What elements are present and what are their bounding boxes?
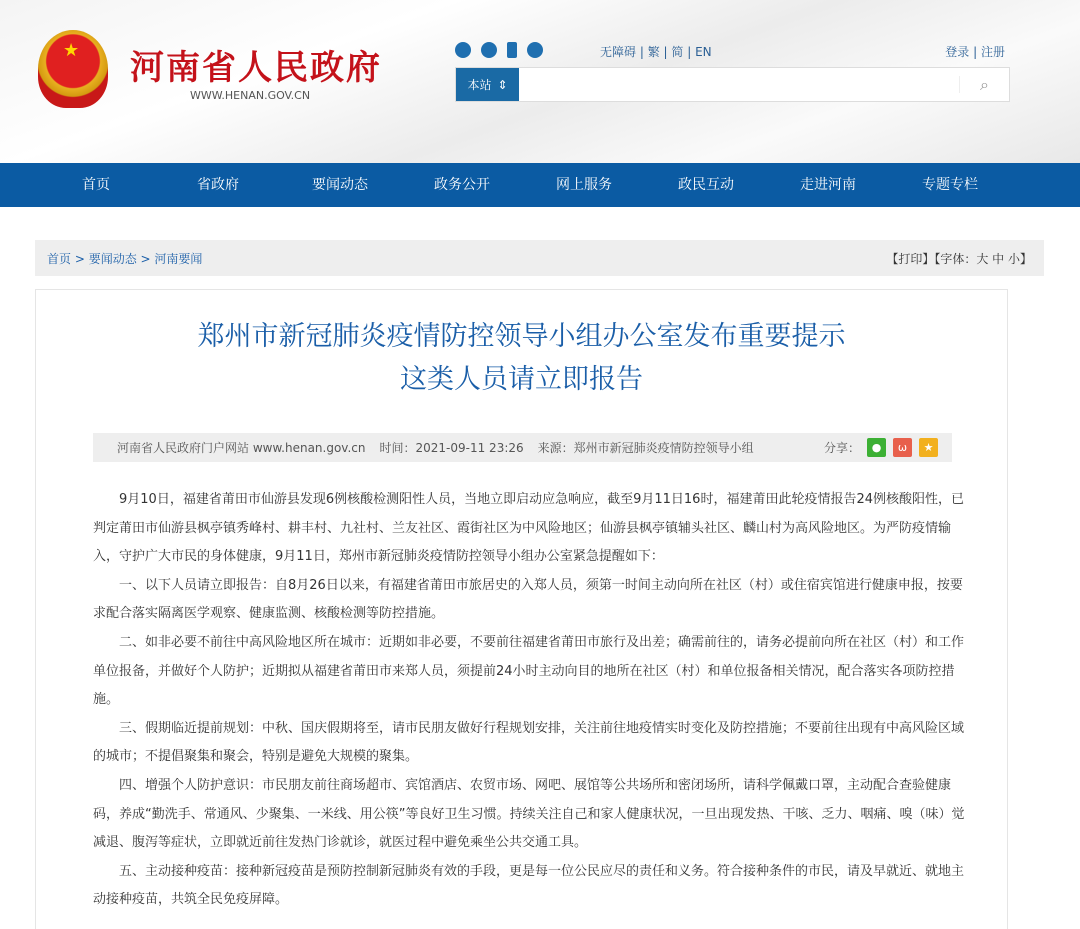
- paragraph: 五、主动接种疫苗：接种新冠疫苗是预防控制新冠肺炎有效的手段，更是每一位公民应尽的责任和义务。符合接种条件的市民，请及早就近、就地主动接种疫苗，共筑全民免疫屏障。: [93, 863, 965, 908]
- nav-about-henan[interactable]: 走进河南: [800, 177, 856, 193]
- weibo-share-icon[interactable]: ω: [893, 438, 912, 457]
- nav-government[interactable]: 省政府: [197, 177, 239, 193]
- audio-icon[interactable]: [527, 42, 543, 58]
- share-label: 分享：: [823, 441, 860, 455]
- meta-time: 时间：2021-09-11 23:26: [379, 441, 524, 455]
- updown-icon: ⇕: [497, 77, 508, 92]
- register-link[interactable]: 注册: [980, 45, 1005, 59]
- article: [35, 289, 1008, 929]
- breadcrumb-home[interactable]: 首页: [47, 251, 72, 266]
- social-icons: [455, 42, 543, 58]
- nav-home[interactable]: 首页: [82, 177, 110, 193]
- article-meta: [93, 433, 952, 462]
- english-link[interactable]: EN: [695, 45, 712, 59]
- paragraph: 三、假期临近提前规划：中秋、国庆假期将至，请市民朋友做好行程规划安排，关注前往地疫情实时变化及防控措施；不要前往出现有中高风险区域的城市；不提倡聚集和聚会，特别是避免大规模的聚集。: [93, 720, 965, 765]
- site-url: WWW.HENAN.GOV.CN: [190, 89, 311, 102]
- nav-public-affairs[interactable]: 政务公开: [434, 177, 490, 193]
- wechat-icon[interactable]: [455, 42, 471, 58]
- favorite-star-icon[interactable]: ★: [919, 438, 938, 457]
- search-icon: ⌕: [980, 74, 989, 94]
- search-bar: [455, 67, 1010, 102]
- paragraph: 一、以下人员请立即报告：自8月26日以来，有福建省莆田市旅居史的入郑人员，须第一时间主动向所在社区（村）或住宿宾馆进行健康申报，按要求配合落实隔离医学观察、健康监测、核酸检测等防控措施。: [93, 577, 963, 622]
- meta-source: 来源：郑州市新冠肺炎疫情防控领导小组: [537, 441, 754, 455]
- weibo-icon[interactable]: [481, 42, 497, 58]
- paragraph: 四、增强个人防护意识：市民朋友前往商场超市、宾馆酒店、农贸市场、网吧、展馆等公共场所和密闭场所，请科学佩戴口罩，主动配合查验健康码，养成“勤洗手、常通风、少聚集、一米线、用公筷”等良好卫生习惯。持续关注自己和家人健康状况，一旦出现发热、干咳、乏力、咽痛、嗅（味）觉减退、腹泻等症状，立即就近前往发热门诊就诊，就医过程中避免乘坐公共交通工具。: [93, 777, 965, 851]
- paragraph: 9月10日，福建省莆田市仙游县发现6例核酸检测阳性人员，当地立即启动应急响应，截至9月11日16时，福建莆田此轮疫情报告24例核酸阳性，已判定莆田市仙游县枫亭镇秀峰村、耕丰村、九社村、兰友社区、霞街社区为中风险地区；仙游县枫亭镇辅头社区、麟山村为高风险地区。为严防疫情输入，守护广大市民的身体健康，9月11日，郑州市新冠肺炎疫情防控领导小组办公室紧急提醒如下：: [93, 492, 964, 565]
- search-button[interactable]: [959, 76, 1009, 93]
- national-emblem-logo: ★: [38, 30, 108, 108]
- nav-news[interactable]: 要闻动态: [312, 177, 368, 193]
- article-body: [93, 486, 971, 915]
- search-scope-select[interactable]: [456, 68, 519, 101]
- wechat-share-icon[interactable]: ●: [867, 438, 886, 457]
- search-input[interactable]: [519, 68, 959, 101]
- mobile-icon[interactable]: [507, 42, 517, 58]
- lang-links: 无障碍 | 繁 | 简 | EN: [600, 45, 712, 59]
- print-font-tools[interactable]: 【打印】【字体：大 中 小】: [886, 251, 1032, 266]
- article-title: 郑州市新冠肺炎疫情防控领导小组办公室发布重要提示 这类人员请立即报告: [197, 321, 846, 395]
- account-links: 登录 | 注册: [945, 45, 1005, 59]
- paragraph: 二、如非必要不前往中高风险地区所在城市：近期如非必要，不要前往福建省莆田市旅行及出差；确需前往的，请务必提前向所在社区（村）和工作单位报备，并做好个人防护；近期拟从福建省莆田市来郑人员，须提前24小时主动向目的地所在社区（村）和单位报备相关情况，配合落实各项防控措施。: [93, 634, 965, 708]
- search-scope-label: 本站: [467, 78, 492, 92]
- breadcrumb-henan-news[interactable]: 河南要闻: [154, 251, 203, 266]
- breadcrumb-news[interactable]: 要闻动态: [88, 251, 137, 266]
- site-title[interactable]: 河南省人民政府: [130, 48, 382, 88]
- login-link[interactable]: 登录: [945, 45, 970, 59]
- simplified-link[interactable]: 简: [671, 45, 684, 59]
- nav-interaction[interactable]: 政民互动: [678, 177, 734, 193]
- main-nav: [0, 163, 1080, 207]
- traditional-link[interactable]: 繁: [647, 45, 660, 59]
- accessibility-link[interactable]: 无障碍: [600, 45, 637, 59]
- share-bar: [824, 438, 952, 457]
- nav-online-services[interactable]: 网上服务: [556, 177, 612, 193]
- nav-topics[interactable]: 专题专栏: [922, 177, 978, 193]
- site-header: [0, 0, 1080, 163]
- meta-site: 河南省人民政府门户网站 www.henan.gov.cn: [117, 441, 366, 455]
- breadcrumb: 首页 > 要闻动态 > 河南要闻 【打印】【字体：大 中 小】: [35, 240, 1044, 276]
